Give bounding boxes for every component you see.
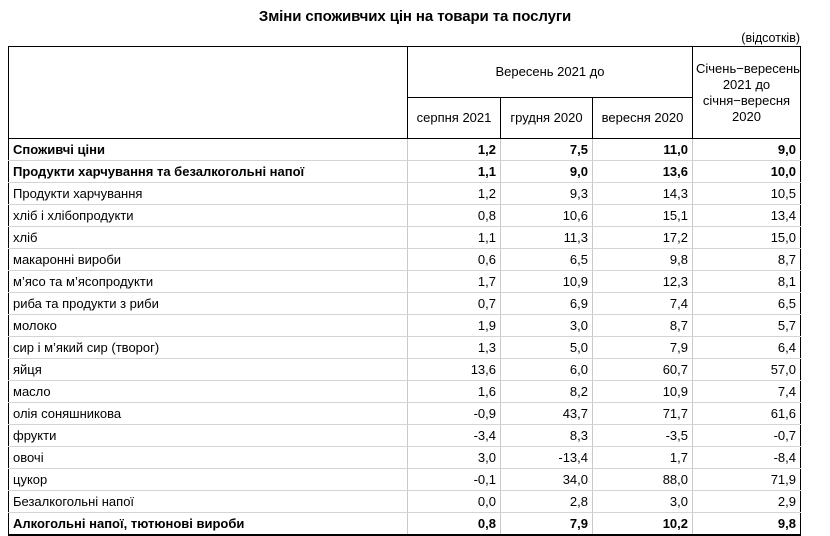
table-row — [9, 249, 801, 271]
row-value: 88,0 — [593, 469, 693, 491]
row-value: 6,9 — [501, 293, 593, 315]
row-value: 0,7 — [408, 293, 501, 315]
row-label: Безалкогольні напої — [9, 491, 408, 513]
row-label: овочі — [9, 447, 408, 469]
row-value: 13,4 — [693, 205, 801, 227]
row-value: 6,5 — [693, 293, 801, 315]
header-row-group — [9, 47, 801, 98]
row-value: 9,8 — [593, 249, 693, 271]
row-value: -3,5 — [593, 425, 693, 447]
row-value: 1,9 — [408, 315, 501, 337]
table-row — [9, 205, 801, 227]
header-corner-blank — [9, 47, 408, 139]
row-value: 8,3 — [501, 425, 593, 447]
row-label: риба та продукти з риби — [9, 293, 408, 315]
row-value: 15,0 — [693, 227, 801, 249]
row-label: Продукти харчування — [9, 183, 408, 205]
table-header — [9, 47, 801, 139]
header-group-september: Вересень 2021 до — [408, 47, 693, 98]
row-value: 1,2 — [408, 139, 501, 161]
row-value: 5,0 — [501, 337, 593, 359]
row-value: 1,3 — [408, 337, 501, 359]
row-value: 8,7 — [693, 249, 801, 271]
row-label: молоко — [9, 315, 408, 337]
row-value: 71,9 — [693, 469, 801, 491]
row-value: 34,0 — [501, 469, 593, 491]
row-value: -0,9 — [408, 403, 501, 425]
row-label: масло — [9, 381, 408, 403]
table-row — [9, 403, 801, 425]
header-column-august-2021: серпня 2021 — [408, 98, 501, 139]
row-value: 60,7 — [593, 359, 693, 381]
row-value: 7,4 — [693, 381, 801, 403]
cpi-table — [8, 46, 801, 536]
units-caption: (відсотків) — [741, 31, 800, 45]
table-row — [9, 513, 801, 536]
row-value: 43,7 — [501, 403, 593, 425]
row-value: 10,6 — [501, 205, 593, 227]
row-value: 14,3 — [593, 183, 693, 205]
row-value: 1,1 — [408, 161, 501, 183]
row-value: 10,9 — [593, 381, 693, 403]
row-value: 9,0 — [693, 139, 801, 161]
row-value: 2,8 — [501, 491, 593, 513]
row-value: 11,3 — [501, 227, 593, 249]
row-value: -3,4 — [408, 425, 501, 447]
row-label: сир і м’який сир (творог) — [9, 337, 408, 359]
table-row — [9, 161, 801, 183]
row-value: 0,0 — [408, 491, 501, 513]
row-value: 13,6 — [593, 161, 693, 183]
row-value: 71,7 — [593, 403, 693, 425]
row-value: 61,6 — [693, 403, 801, 425]
row-value: 7,9 — [593, 337, 693, 359]
row-value: 2,9 — [693, 491, 801, 513]
row-label: Продукти харчування та безалкогольні напої — [9, 161, 408, 183]
row-value: 6,4 — [693, 337, 801, 359]
row-value: 6,5 — [501, 249, 593, 271]
row-label: Алкогольні напої, тютюнові вироби — [9, 513, 408, 536]
row-label: хліб і хлібопродукти — [9, 205, 408, 227]
row-value: 5,7 — [693, 315, 801, 337]
row-value: 10,0 — [693, 161, 801, 183]
row-value: 3,0 — [408, 447, 501, 469]
header-column-december-2020: грудня 2020 — [501, 98, 593, 139]
row-value: 0,8 — [408, 205, 501, 227]
row-value: 12,3 — [593, 271, 693, 293]
row-value: 9,3 — [501, 183, 593, 205]
row-label: Споживчі ціни — [9, 139, 408, 161]
row-value: 1,1 — [408, 227, 501, 249]
table-row — [9, 183, 801, 205]
table-row — [9, 425, 801, 447]
row-value: 9,8 — [693, 513, 801, 536]
row-value: 11,0 — [593, 139, 693, 161]
row-value: 7,9 — [501, 513, 593, 536]
row-label: макаронні вироби — [9, 249, 408, 271]
row-value: 13,6 — [408, 359, 501, 381]
row-value: 1,7 — [408, 271, 501, 293]
table-container — [0, 46, 830, 536]
row-value: 10,9 — [501, 271, 593, 293]
row-label: олія соняшникова — [9, 403, 408, 425]
row-value: -0,7 — [693, 425, 801, 447]
table-body — [9, 139, 801, 536]
table-row — [9, 381, 801, 403]
table-row — [9, 227, 801, 249]
row-value: 8,1 — [693, 271, 801, 293]
row-label: фрукти — [9, 425, 408, 447]
row-value: 0,8 — [408, 513, 501, 536]
table-row — [9, 359, 801, 381]
table-row — [9, 491, 801, 513]
table-row — [9, 447, 801, 469]
row-value: -8,4 — [693, 447, 801, 469]
row-value: 15,1 — [593, 205, 693, 227]
table-row — [9, 469, 801, 491]
row-value: 1,2 — [408, 183, 501, 205]
row-label: цукор — [9, 469, 408, 491]
table-row — [9, 293, 801, 315]
table-row — [9, 337, 801, 359]
table-row — [9, 315, 801, 337]
header-column-jan-sep: Січень−вересень 2021 до січня−вересня 2020 — [693, 47, 801, 139]
row-value: 57,0 — [693, 359, 801, 381]
row-value: -13,4 — [501, 447, 593, 469]
row-value: 6,0 — [501, 359, 593, 381]
row-value: 1,7 — [593, 447, 693, 469]
row-value: -0,1 — [408, 469, 501, 491]
row-value: 8,7 — [593, 315, 693, 337]
row-value: 3,0 — [501, 315, 593, 337]
row-value: 7,5 — [501, 139, 593, 161]
row-value: 10,5 — [693, 183, 801, 205]
row-value: 10,2 — [593, 513, 693, 536]
row-value: 8,2 — [501, 381, 593, 403]
row-value: 9,0 — [501, 161, 593, 183]
row-value: 0,6 — [408, 249, 501, 271]
header-column-september-2020: вересня 2020 — [593, 98, 693, 139]
table-row — [9, 271, 801, 293]
row-label: м’ясо та м’ясопродукти — [9, 271, 408, 293]
row-label: хліб — [9, 227, 408, 249]
page-title: Зміни споживчих цін на товари та послуги — [258, 8, 572, 25]
table-row — [9, 139, 801, 161]
row-value: 3,0 — [593, 491, 693, 513]
row-label: яйця — [9, 359, 408, 381]
row-value: 1,6 — [408, 381, 501, 403]
row-value: 7,4 — [593, 293, 693, 315]
row-value: 17,2 — [593, 227, 693, 249]
